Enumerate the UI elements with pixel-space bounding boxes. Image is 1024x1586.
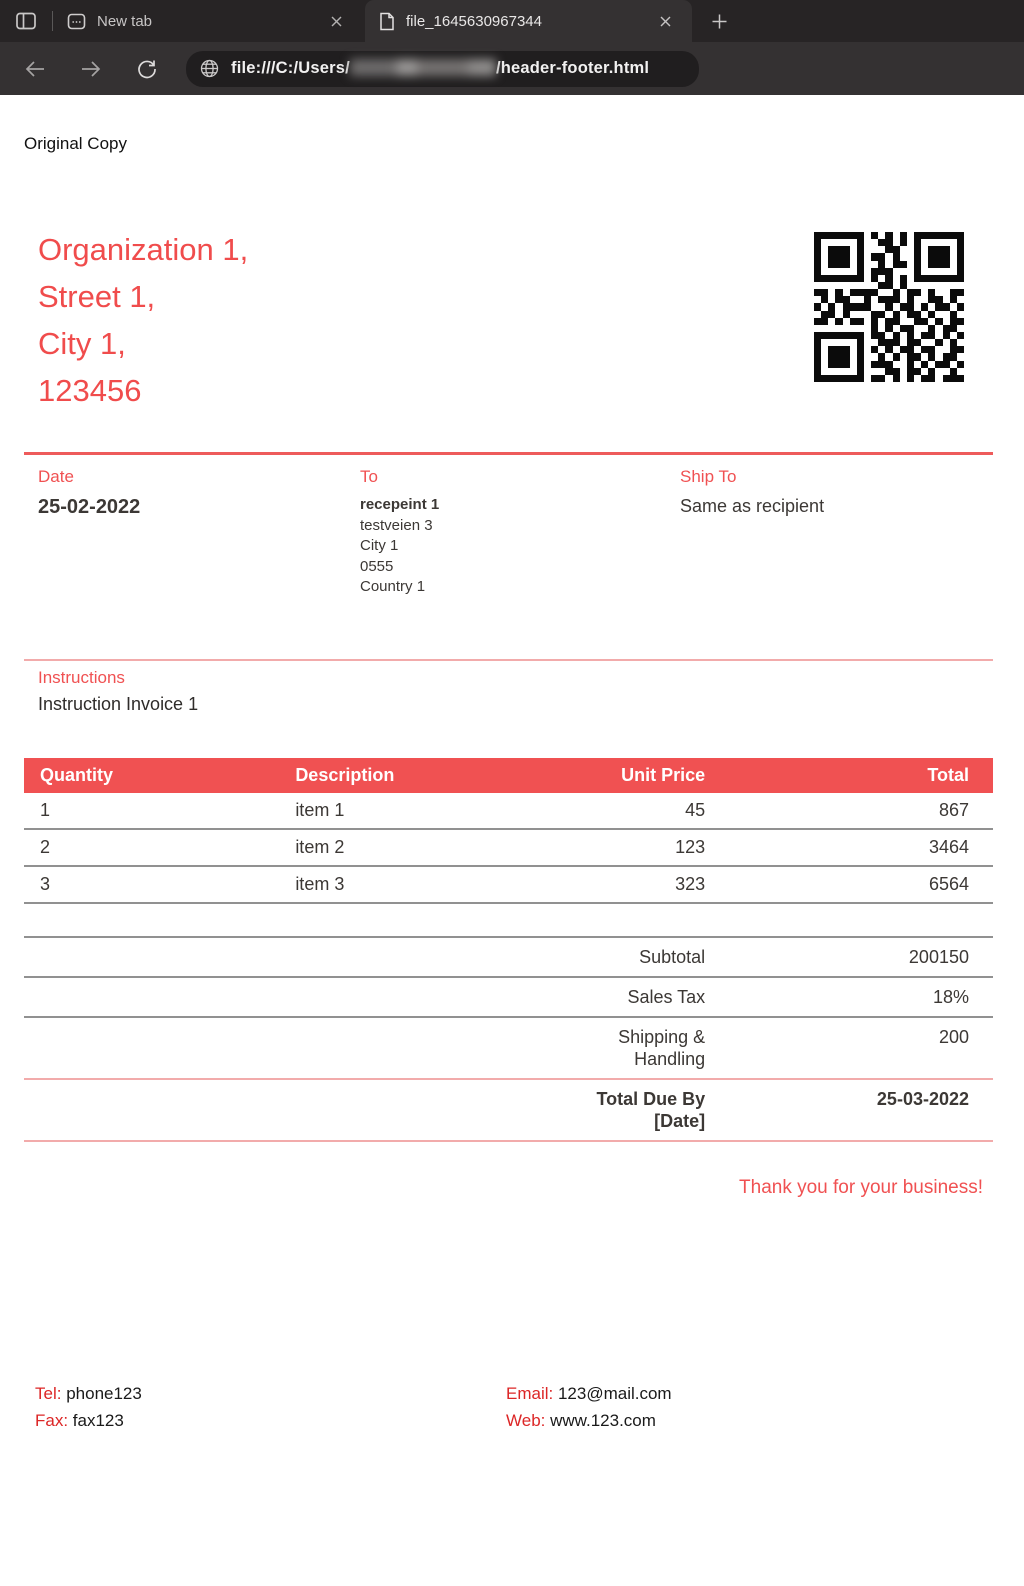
tel-value: phone123	[66, 1383, 142, 1403]
ship-to-label: Ship To	[680, 467, 737, 486]
fax-row	[35, 1407, 506, 1435]
web-row	[506, 1407, 672, 1435]
table-row	[24, 829, 993, 866]
url-obscured-segment	[350, 59, 496, 76]
to-label: To	[360, 467, 378, 486]
cell-total: 6564	[928, 873, 969, 894]
email-row	[506, 1380, 672, 1408]
web-label: Web:	[506, 1411, 546, 1430]
refresh-button[interactable]	[130, 52, 164, 86]
cell-quantity: 3	[40, 873, 51, 894]
footer-left-column	[35, 1380, 506, 1435]
vertical-tabs-icon	[15, 11, 37, 31]
tab-strip	[0, 0, 1024, 42]
url-prefix: file:///C:/Users/	[231, 59, 350, 77]
organization-line: 123456	[38, 373, 142, 408]
back-button[interactable]	[18, 52, 52, 86]
sales-tax-row	[24, 977, 993, 1017]
organization-line: Organization 1,	[38, 232, 249, 267]
tab-close-button[interactable]	[323, 8, 349, 34]
tab-file[interactable]	[365, 0, 692, 42]
column-header-unit-price: Unit Price	[557, 758, 705, 793]
total-due-label: Total Due By [Date]	[596, 1088, 706, 1131]
date-column	[24, 466, 360, 598]
contact-footer	[24, 1380, 993, 1435]
subtotal-value: 200150	[908, 946, 969, 967]
items-table	[24, 758, 993, 1142]
document-icon	[379, 12, 395, 31]
thank-you-note: Thank you for your business!	[739, 1176, 983, 1198]
sales-tax-label: Sales Tax	[627, 986, 706, 1007]
date-label: Date	[38, 467, 74, 486]
cell-description: item 3	[295, 873, 345, 894]
cell-unit-price: 323	[675, 873, 706, 894]
tel-row	[35, 1380, 506, 1408]
table-row	[24, 793, 993, 829]
fax-label: Fax:	[35, 1411, 69, 1430]
email-value: 123@mail.com	[557, 1383, 672, 1403]
tab-close-button[interactable]	[652, 8, 678, 34]
cell-quantity: 2	[40, 836, 51, 857]
instructions-label: Instructions	[38, 667, 125, 687]
fax-value: fax123	[72, 1411, 124, 1430]
total-due-row	[24, 1079, 993, 1141]
cell-unit-price: 45	[685, 799, 706, 820]
refresh-icon	[137, 59, 157, 79]
forward-button[interactable]	[74, 52, 108, 86]
tab-actions-button[interactable]	[0, 0, 52, 42]
cell-total: 3464	[928, 836, 969, 857]
new-tab-button[interactable]	[704, 6, 734, 36]
total-due-value: 25-03-2022	[876, 1088, 969, 1109]
date-value: 25-02-2022	[38, 496, 141, 518]
tab-title: file_1645630967344	[406, 12, 542, 30]
cell-total: 867	[938, 799, 969, 820]
header-divider	[24, 452, 993, 455]
recipient-name: recepeint 1	[360, 496, 440, 513]
back-arrow-icon	[24, 60, 46, 78]
tel-label: Tel:	[35, 1383, 62, 1403]
cell-unit-price: 123	[675, 836, 706, 857]
subtotal-label: Subtotal	[639, 946, 706, 967]
tab-new-tab[interactable]	[53, 0, 363, 42]
column-header-quantity: Quantity	[24, 758, 295, 793]
organization-line: City 1,	[38, 326, 126, 361]
organization-line: Street 1,	[38, 279, 156, 314]
globe-icon	[200, 59, 219, 78]
instructions-value: Instruction Invoice 1	[38, 693, 199, 714]
cell-quantity: 1	[40, 799, 51, 820]
footer-right-column	[506, 1380, 672, 1435]
browser-chrome	[0, 0, 1024, 95]
address-bar[interactable]	[186, 51, 699, 87]
qr-code	[814, 232, 964, 382]
email-label: Email:	[506, 1383, 554, 1403]
recipient-line: 0555	[360, 557, 394, 575]
organization-address	[24, 226, 248, 414]
copy-label: Original Copy	[24, 134, 127, 153]
shipping-row	[24, 1017, 993, 1079]
instructions-divider	[24, 659, 993, 661]
ship-to-column	[680, 466, 993, 598]
tab-title: New tab	[97, 12, 153, 30]
subtotal-row	[24, 937, 993, 977]
to-column	[360, 466, 680, 598]
new-tab-page-icon	[67, 13, 86, 30]
url-text	[231, 59, 649, 78]
cell-description: item 1	[295, 799, 345, 820]
url-suffix: /header-footer.html	[495, 59, 650, 77]
shipping-label: Shipping & Handling	[618, 1026, 706, 1069]
invoice-header	[24, 226, 993, 414]
recipient-line: City 1	[360, 537, 399, 554]
recipient-line: testveien 3	[360, 516, 433, 534]
spacer-row	[24, 903, 993, 937]
column-header-total: Total	[705, 758, 993, 793]
sales-tax-value: 18%	[932, 986, 969, 1007]
web-value: www.123.com	[550, 1411, 656, 1430]
browser-toolbar	[0, 42, 1024, 95]
table-header-row	[24, 758, 993, 793]
ship-to-value: Same as recipient	[680, 496, 825, 516]
forward-arrow-icon	[80, 60, 102, 78]
table-row	[24, 866, 993, 903]
column-header-description: Description	[295, 758, 557, 793]
invoice-info	[24, 466, 993, 598]
shipping-value: 200	[938, 1026, 969, 1047]
cell-description: item 2	[295, 836, 345, 857]
recipient-line: Country 1	[360, 578, 426, 595]
plus-icon	[712, 14, 727, 29]
invoice-page	[0, 95, 1024, 1586]
